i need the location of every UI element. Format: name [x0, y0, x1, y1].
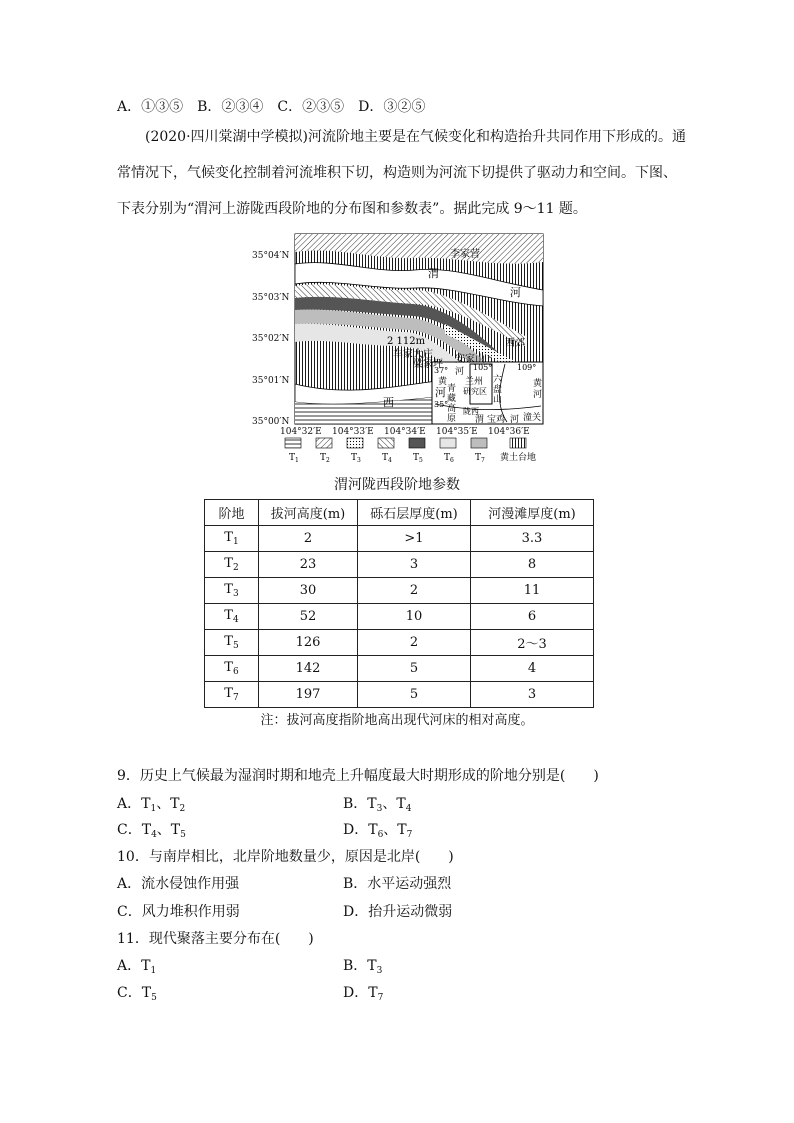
question-10: 10．与南岸相比，北岸阶地数量少，原因是北岸( )	[117, 849, 454, 865]
intro-line-1: (2020·四川棠湖中学模拟)河流阶地主要是在气候变化和构造抬升共同作用下形成的。通	[145, 129, 687, 145]
q11-option-b[interactable]: B．$T_3$	[343, 958, 383, 976]
place-wei: 渭	[428, 267, 439, 280]
svg-text:兰州: 兰州	[465, 377, 484, 387]
table-row: $T_6$ 142 5 4	[205, 656, 594, 682]
question-9: 9．历史上气候最为湿润时期和地壳上升幅度最大时期形成的阶地分别是( )	[117, 768, 599, 784]
intro-line-2: 常情况下，气候变化控制着河流堆积下切，构造则为河流下切提供了驱动力和空间。下图、	[117, 165, 677, 181]
elevation-label: 2 112m	[387, 336, 426, 347]
svg-text:T1: $T_1$	[289, 453, 299, 464]
terrace-parameter-table	[204, 499, 594, 708]
q10-option-c[interactable]: C．风力堆积作用弱	[117, 904, 240, 920]
lon-label: 104°35′E	[436, 427, 478, 437]
svg-text:T4: $T_4$	[382, 453, 392, 464]
svg-text:原: 原	[447, 414, 457, 424]
svg-text:黄: 黄	[438, 377, 448, 387]
q11-option-c[interactable]: C．$T_5$	[117, 985, 157, 1003]
svg-text:渭: 渭	[475, 415, 485, 425]
previous-answer-options: A．①③⑤ B．②③④ C．②③⑤ D．③②⑤	[117, 99, 426, 115]
svg-text:T3: $T_3$	[351, 453, 361, 464]
svg-text:河: 河	[455, 367, 465, 377]
place-xijiao: 西郊	[505, 338, 525, 349]
place-liangjiaping: 梁家坪	[413, 359, 443, 370]
q9-option-a[interactable]: A．$T_1$、$T_2$	[117, 796, 186, 814]
svg-text:青: 青	[447, 384, 457, 394]
svg-text:盘: 盘	[493, 385, 503, 395]
table-row: $T_2$ 23 3 8	[205, 552, 594, 578]
svg-text:研究区: 研究区	[463, 387, 487, 396]
q10-option-b[interactable]: B．水平运动强烈	[343, 876, 452, 892]
q9-option-d[interactable]: D．$T_6$、$T_7$	[343, 822, 413, 840]
place-anjiashan: 安家山	[455, 354, 485, 365]
svg-text:37°: 37°	[434, 366, 449, 375]
q10-option-d[interactable]: D．抬升运动微弱	[343, 904, 453, 920]
svg-text:T6: $T_6$	[444, 453, 454, 464]
table-note: 注：拔河高度指阶地高出现代河床的相对高度。	[260, 713, 534, 728]
q11-option-d[interactable]: D．$T_7$	[343, 985, 384, 1003]
svg-text:宝鸡: 宝鸡	[487, 415, 506, 425]
table-row: $T_4$ 52 10 6	[205, 604, 594, 630]
map-legend	[285, 438, 536, 464]
table-row: $T_1$ 2 >1 3.3	[205, 526, 594, 552]
intro-line-3: 下表分别为“渭河上游陇西段阶地的分布图和参数表”。据此完成 9～11 题。	[117, 201, 587, 217]
svg-text:河: 河	[533, 390, 543, 400]
place-xi: 西	[383, 396, 394, 409]
lat-label: 35°03′N	[252, 293, 290, 303]
q10-option-a[interactable]: A．流水侵蚀作用强	[117, 876, 240, 892]
lon-label: 104°32′E	[280, 427, 322, 437]
lat-label: 35°04′N	[252, 251, 290, 261]
place-lijiaying: 李家营	[450, 249, 480, 260]
svg-text:黄: 黄	[533, 379, 543, 389]
lat-label: 35°01′N	[252, 376, 290, 386]
table-row: $T_7$ 197 5 3	[205, 682, 594, 708]
svg-text:T5: $T_5$	[413, 453, 423, 464]
table-row: $T_3$ 30 2 11	[205, 578, 594, 604]
lon-label: 104°33′E	[332, 427, 374, 437]
table-row: $T_5$ 126 2 2～3	[205, 630, 594, 656]
svg-text:高: 高	[447, 404, 457, 414]
place-he-lower: 河	[435, 386, 446, 399]
place-chejiadazhuang: 车家大庄	[393, 349, 433, 360]
svg-text:山: 山	[493, 395, 503, 405]
svg-text:35°: 35°	[434, 400, 449, 409]
question-11: 11．现代聚落主要分布在( )	[117, 931, 314, 947]
table-header-row: 阶地 拔河高度(m) 砾石层厚度(m) 河漫滩厚度(m)	[205, 500, 594, 526]
svg-text:黄土台地: 黄土台地	[500, 453, 537, 463]
svg-text:潼关: 潼关	[523, 413, 542, 423]
q9-option-c[interactable]: C．$T_4$、$T_5$	[117, 822, 186, 840]
table-caption: 渭河陇西段阶地参数	[334, 477, 460, 493]
lon-label: 104°34′E	[384, 427, 426, 437]
lon-label: 104°36′E	[488, 427, 530, 437]
svg-text:105°: 105°	[473, 363, 493, 372]
svg-text:六: 六	[493, 375, 503, 385]
svg-text:陇西: 陇西	[463, 407, 479, 416]
q11-option-a[interactable]: A．$T_1$	[117, 958, 157, 976]
svg-text:109°: 109°	[517, 363, 537, 372]
terrace-distribution-map	[250, 230, 550, 470]
svg-text:T7: $T_7$	[475, 453, 485, 464]
place-he: 河	[510, 286, 521, 299]
lat-label: 35°02′N	[252, 334, 290, 344]
svg-text:藏: 藏	[447, 394, 457, 404]
svg-text:T2: $T_2$	[320, 453, 330, 464]
svg-text:河: 河	[510, 415, 520, 425]
lat-label: 35°00′N	[252, 417, 290, 427]
q9-option-b[interactable]: B．$T_3$、$T_4$	[343, 796, 412, 814]
